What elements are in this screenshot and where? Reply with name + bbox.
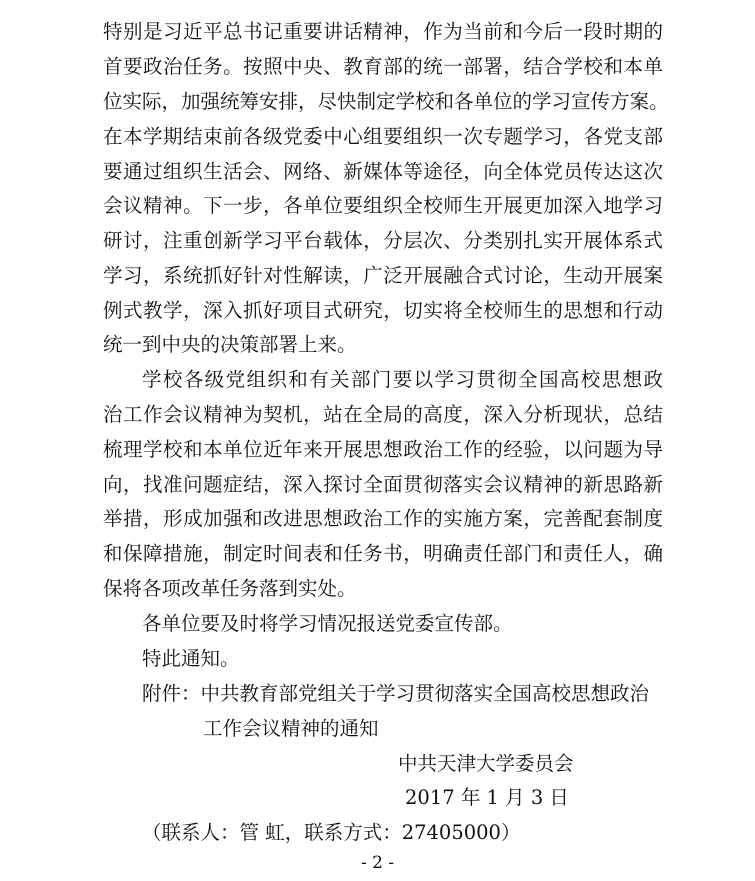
paragraph-2-line: 举措，形成加强和改进思想政治工作的实施方案，完善配套制度 (103, 507, 663, 530)
paragraph-2-line: 向，找准问题症结，深入探讨全面贯彻落实会议精神的新思路新 (103, 473, 663, 496)
contact-info: （联系人：管 虹，联系方式：27405000） (142, 821, 521, 844)
paragraph-1-line: 会议精神。下一步，各单位要组织全校师生开展更加深入地学习 (103, 194, 663, 217)
attachment-line-1: 附件：中共教育部党组关于学习贯彻落实全国高校思想政治 (142, 682, 650, 705)
attachment-line-2: 工作会议精神的通知 (203, 717, 379, 740)
paragraph-2-line: 和保障措施，制定时间表和任务书，明确责任部门和责任人，确 (103, 542, 663, 565)
paragraph-2-line: 梳理学校和本单位近年来开展思想政治工作的经验，以问题为导 (103, 438, 663, 461)
signature-date: 2017 年 1 月 3 日 (405, 786, 569, 809)
page-number: - 2 - (360, 853, 395, 873)
paragraph-1-line: 在本学期结束前各级党委中心组要组织一次专题学习，各党支部 (103, 125, 663, 148)
paragraph-2-line: 学校各级党组织和有关部门要以学习贯彻全国高校思想政 (142, 368, 663, 391)
paragraph-1-line: 统一到中央的决策部署上来。 (103, 333, 357, 356)
closing-text: 特此通知。 (142, 647, 240, 670)
paragraph-1-line: 要通过组织生活会、网络、新媒体等途径，向全体党员传达这次 (103, 160, 663, 183)
signature-organization: 中共天津大学委员会 (398, 752, 574, 775)
paragraph-2-line: 保将各项改革任务落到实处。 (103, 577, 357, 600)
paragraph-3: 各单位要及时将学习情况报送党委宣传部。 (142, 612, 513, 635)
paragraph-1-line: 例式教学，深入抓好项目式研究，切实将全校师生的思想和行动 (103, 299, 663, 322)
paragraph-1-line: 首要政治任务。按照中央、教育部的统一部署，结合学校和本单 (103, 55, 663, 78)
paragraph-1-line: 研讨，注重创新学习平台载体，分层次、分类别扎实开展体系式 (103, 229, 663, 252)
paragraph-1-line: 位实际，加强统筹安排，尽快制定学校和各单位的学习宣传方案。 (103, 90, 669, 113)
paragraph-1-line: 学习，系统抓好针对性解读，广泛开展融合式讨论，生动开展案 (103, 264, 663, 287)
paragraph-1-line: 特别是习近平总书记重要讲话精神，作为当前和今后一段时期的 (103, 20, 663, 43)
paragraph-2-line: 治工作会议精神为契机，站在全局的高度，深入分析现状，总结 (103, 403, 663, 426)
